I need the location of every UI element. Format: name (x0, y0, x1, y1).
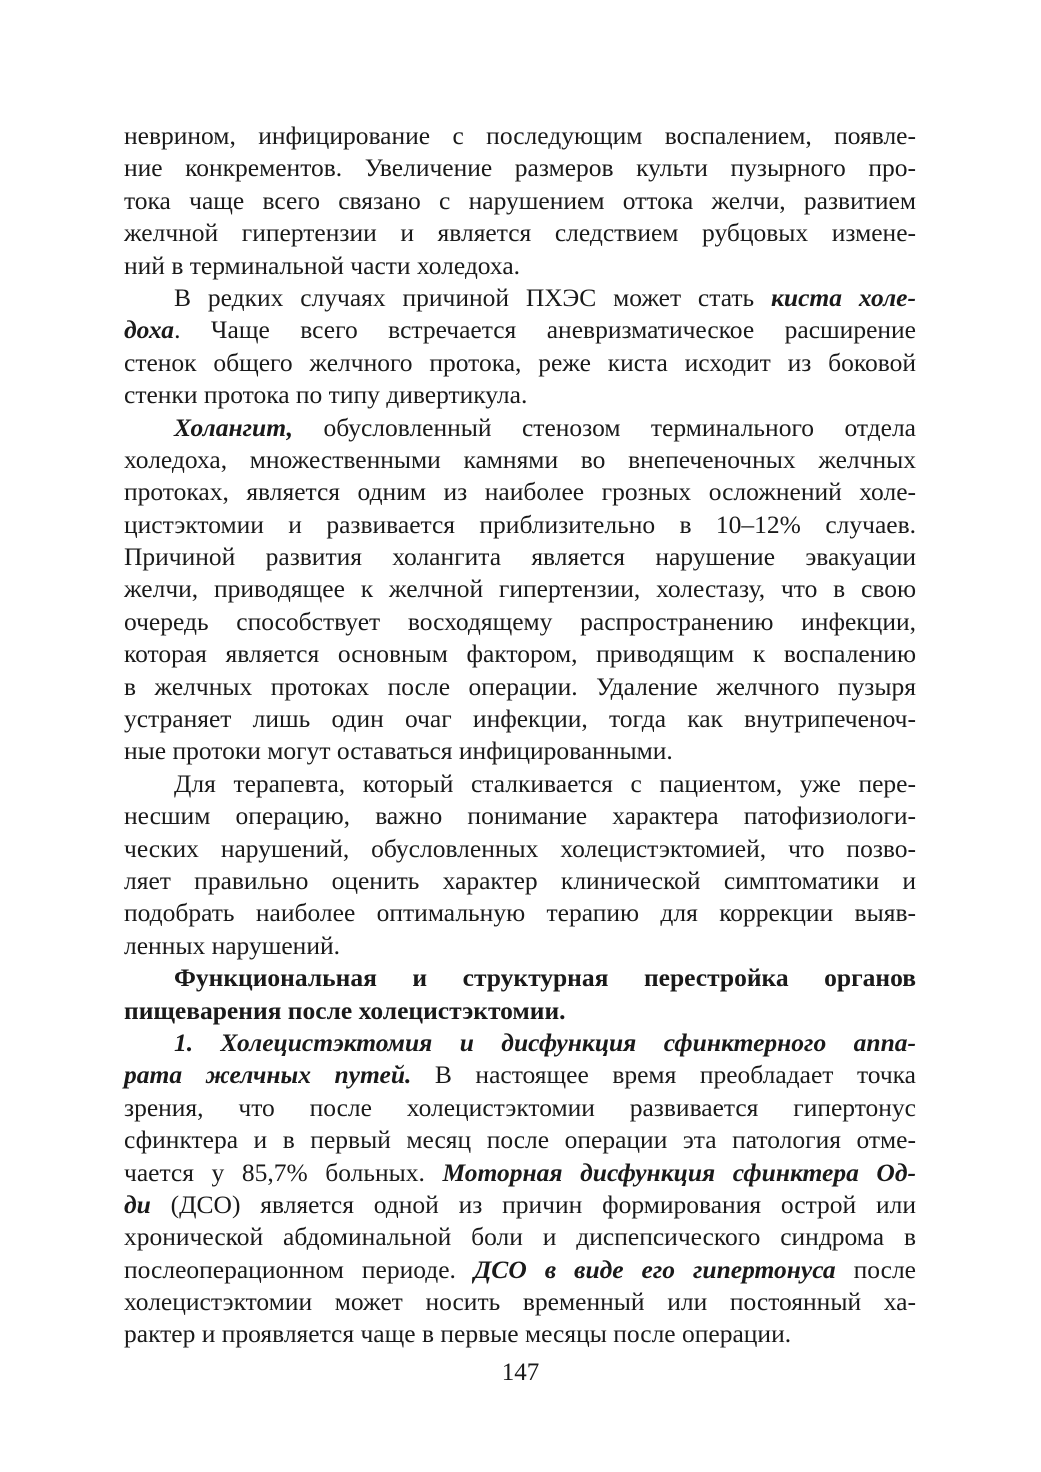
para4-line3: ческих нарушений, обусловленных холецистэктомией, что позво- (124, 833, 916, 863)
term-kista-holedoha-end: доха (124, 315, 175, 345)
term-kista-holedoha: киста холе- (771, 282, 916, 312)
para1-line2: ние конкрементов. Увеличение размеров культи пузырного про- (124, 153, 916, 183)
para2-text: В редких случаях причиной ПХЭС может стать (174, 282, 771, 312)
para1-line4: желчной гипертензии и является следствием рубцовых измене- (124, 218, 916, 248)
para5-line2 (124, 1059, 916, 1091)
para4-line4: ляет правильно оценить характер клинической симптоматики и (124, 865, 916, 895)
section-heading-line1: Функциональная и структурная перестройка органов (174, 963, 916, 993)
term-motor-dysfunction-end: ди (124, 1189, 151, 1219)
para2-line2 (124, 314, 916, 346)
para5-line8 (124, 1254, 916, 1286)
para5-line3: зрения, что после холецистэктомии развивается гипертонус (124, 1092, 916, 1122)
para5-text: (ДСО) является одной из причин формирования острой или (150, 1189, 916, 1219)
para1-line5: ний в терминальной части холедоха. (124, 250, 521, 280)
page-number: 147 (501, 1359, 540, 1386)
para3-line8: которая является основным фактором, приводящим к воспалению (124, 639, 916, 669)
para4-line6: ленных нарушений. (124, 930, 340, 960)
para5-line6 (124, 1189, 916, 1221)
para3-line10: устраняет лишь один очаг инфекции, тогда как внутрипеченоч- (124, 704, 916, 734)
term-motor-dysfunction: Моторная дисфункция сфинктера Од- (442, 1157, 916, 1187)
para3-line5: Причиной развития холангита является нарушение эвакуации (124, 542, 916, 572)
para2-line3: стенок общего желчного протока, реже киста исходит из боковой (124, 347, 916, 377)
para5-text: после (835, 1254, 916, 1284)
para5-line9: холецистэктомии может носить временный или постоянный ха- (124, 1287, 916, 1317)
body-text (124, 120, 916, 1351)
term-dso-hypertonus: ДСО в виде его гипертонуса (473, 1254, 836, 1284)
para1-line1: неврином, инфицирование с последующим воспалением, появле- (124, 121, 916, 150)
para3-line9: в желчных протоках после операции. Удаление желчного пузыря (124, 671, 916, 701)
term-holangit: Холангит, (174, 412, 294, 442)
para5-line4: сфинктера и в первый месяц после операции эта патология отме- (124, 1125, 916, 1155)
para5-text: В настоящее время преобладает точка (411, 1060, 916, 1090)
para2-text: . Чаще всего встречается аневризматическое расширение (174, 315, 916, 345)
para3-line2: холедоха, множественными камнями во внепеченочных желчных (124, 444, 916, 474)
para3-text: обусловленный стенозом терминального отдела (293, 412, 916, 442)
para2-line1 (124, 282, 916, 314)
para5-line7: хронической абдоминальной боли и диспепсического синдрома в (124, 1222, 916, 1252)
para3-line4: цистэктомии и развивается приблизительно в 10–12% случаев. (124, 509, 916, 539)
para4-line5: подобрать наиболее оптимальную терапию для коррекции выяв- (124, 898, 916, 928)
para1-line3: тока чаще всего связано с нарушением оттока желчи, развитием (124, 185, 916, 215)
para5-line10: рактер и проявляется чаще в первые месяцы после операции. (124, 1319, 792, 1349)
para5-line5 (124, 1157, 916, 1189)
subsection-title: 1. Холецистэктомия и дисфункция сфинктерного аппа- (174, 1027, 916, 1057)
subsection-title-end: рата желчных путей. (124, 1060, 412, 1090)
para4-line2: несшим операцию, важно понимание характера патофизиологи- (124, 801, 916, 831)
para3-line3: протоках, является одним из наиболее грозных осложнений холе- (124, 477, 916, 507)
para3-line7: очередь способствует восходящему распространению инфекции, (124, 606, 916, 636)
para3-line1 (124, 412, 916, 444)
para5-text: послеоперационном периоде. (124, 1254, 474, 1284)
para2-line4: стенки протока по типу дивертикула. (124, 380, 528, 410)
para5-text: чается у 85,7% больных. (124, 1157, 443, 1187)
para3-line6: желчи, приводящее к желчной гипертензии, холестазу, что в свою (124, 574, 916, 604)
para3-line11: ные протоки могут оставаться инфицированными. (124, 736, 673, 766)
section-heading-line2: пищеварения после холецистэктомии. (124, 995, 566, 1025)
para4-line1: Для терапевта, который сталкивается с пациентом, уже пере- (174, 768, 916, 798)
